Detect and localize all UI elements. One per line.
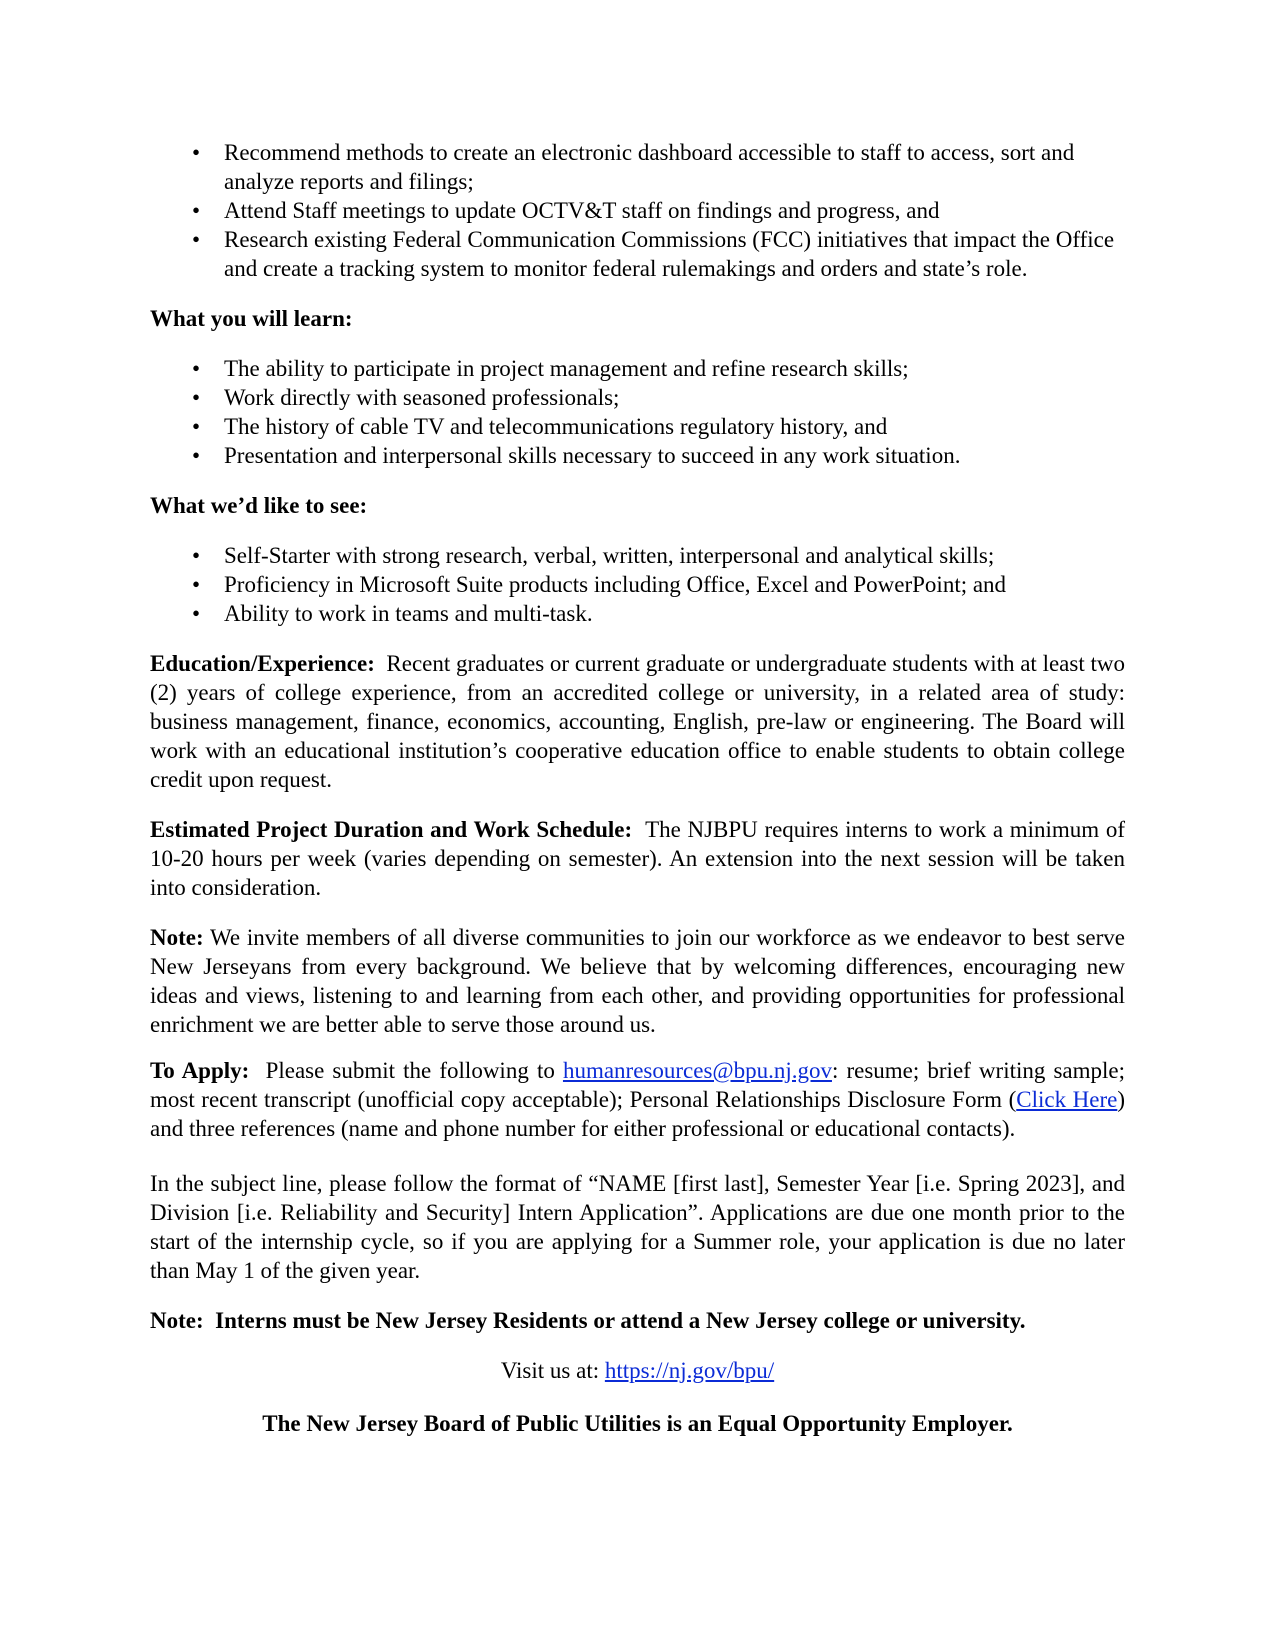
bullet-icon: • [191, 385, 201, 410]
learn-bullet-list [150, 354, 1125, 470]
list-item: • Work directly with seasoned professionals; [191, 385, 620, 410]
note-text: We invite members of all diverse communities to join our workforce as we endeavor to best serve New Jerseyans from every background. We believe that by welcoming differences, encouraging new ideas and views, listening to and learning from each other, and providing opportunities for professional enrichment we are better able to serve those around us. [150, 925, 1125, 1037]
note-label: Note: [150, 1308, 204, 1333]
duration-text: The NJBPU requires interns to work a minimum of 10-20 hours per week (varies depending on semester). An extension into the next session will be taken into consideration. [150, 817, 1125, 900]
list-item: • Proficiency in Microsoft Suite products including Office, Excel and PowerPoint; and [191, 572, 1007, 597]
education-paragraph [150, 649, 1125, 794]
document-page [150, 138, 1125, 1438]
see-heading: What we’d like to see: [150, 493, 368, 518]
subject-line-paragraph: In the subject line, please follow the format of “NAME [first last], Semester Year [i.e. Spring 2023], and Division [i.e. Reliability and Security] Intern Application”. Applications are due one month prior to the start of the internship cycle, so if you are applying for a Summer role, your application is due no later than May 1 of the given year. [150, 1171, 1125, 1283]
residency-note-text: Interns must be New Jersey Residents or attend a New Jersey college or university. [215, 1308, 1026, 1333]
bullet-icon: • [191, 414, 201, 439]
bullet-icon: • [191, 543, 201, 568]
education-text: Recent graduates or current graduate or undergraduate students with at least two (2) years of college experience, from an accredited college or university, in a related area of study: business management, finance, economics, accounting, English, pre-law or engineering. The Board will work with an educational institution’s cooperative education office to enable students to obtain college credit upon request. [150, 651, 1125, 792]
residency-note [150, 1306, 1125, 1335]
list-item: • Research existing Federal Communication Commissions (FCC) initiatives that impact the Office and create a tracking system to monitor federal rulemakings and orders and state’s role. [191, 227, 1115, 281]
bullet-icon: • [191, 601, 201, 626]
list-item: • The ability to participate in project management and refine research skills; [191, 356, 909, 381]
bullet-icon: • [191, 572, 201, 597]
learn-heading: What you will learn: [150, 306, 353, 331]
list-item: • Recommend methods to create an electronic dashboard accessible to staff to access, sort and analyze reports and filings; [191, 140, 1075, 194]
visit-line [150, 1356, 1125, 1385]
duration-paragraph [150, 815, 1125, 902]
diversity-note-paragraph [150, 923, 1125, 1039]
equal-opportunity-statement: The New Jersey Board of Public Utilities is an Equal Opportunity Employer. [262, 1411, 1013, 1436]
bullet-icon: • [191, 443, 201, 468]
website-link[interactable]: https://nj.gov/bpu/ [604, 1358, 775, 1383]
bullet-icon: • [191, 356, 201, 381]
bullet-icon: • [191, 227, 201, 252]
list-item: • Attend Staff meetings to update OCTV&T staff on findings and progress, and [191, 198, 940, 223]
note-label: Note: [150, 925, 204, 950]
bullet-icon: • [191, 198, 201, 223]
bullet-icon: • [191, 140, 201, 165]
list-item: • Ability to work in teams and multi-task. [191, 601, 593, 626]
disclosure-form-link[interactable]: Click Here [1016, 1087, 1118, 1112]
apply-paragraph: To Apply: Please submit the following to humanresources@bpu.nj.gov: resume; brief writing sample; most recent transcript (unofficial copy acceptable); Personal Relationships Disclosure Form (Click Here) and three references (name and phone number for either professional or educational contacts). [150, 1058, 1126, 1141]
visit-label: Visit us at: [500, 1358, 600, 1383]
intro-bullet-list [150, 138, 1125, 283]
duration-label: Estimated Project Duration and Work Schedule: [150, 817, 633, 842]
education-label: Education/Experience: [150, 651, 375, 676]
list-item: • Self-Starter with strong research, verbal, written, interpersonal and analytical skills; [191, 543, 995, 568]
list-item: • The history of cable TV and telecommunications regulatory history, and [191, 414, 888, 439]
apply-label: To Apply: [150, 1058, 250, 1083]
see-bullet-list [150, 541, 1125, 628]
email-link[interactable]: humanresources@bpu.nj.gov [562, 1058, 832, 1083]
list-item: • Presentation and interpersonal skills necessary to succeed in any work situation. [191, 443, 961, 468]
